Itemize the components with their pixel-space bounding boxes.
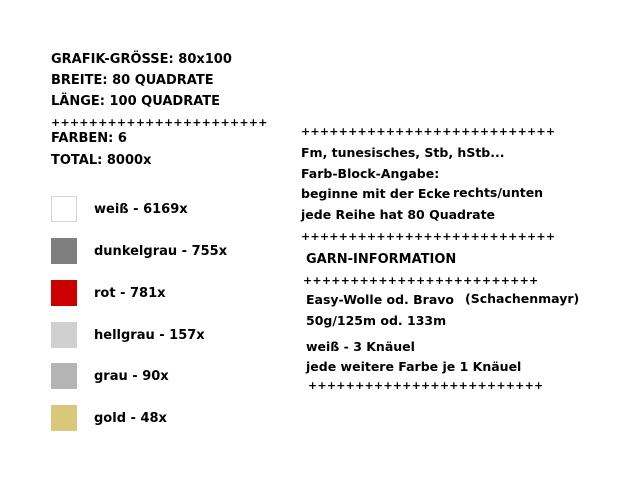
grafik-size-text: GRAFIK-GRÖSSE: 80x100 <box>51 52 232 67</box>
color-swatch <box>51 363 77 389</box>
color-label: hellgrau - 157x <box>94 328 205 343</box>
white-skeins-text: weiß - 3 Knäuel <box>306 339 415 354</box>
color-label: rot - 781x <box>94 286 166 301</box>
yarn-type-text: Easy-Wolle od. Bravo <box>306 292 455 307</box>
right-separator-3: +++++++++++++++++++++++++ <box>303 274 539 287</box>
other-skeins-text: jede weitere Farbe je 1 Knäuel <box>306 359 522 374</box>
yarn-weight-text: 50g/125m od. 133m <box>306 313 447 328</box>
right-separator-1: +++++++++++++++++++++++++++ <box>301 125 556 138</box>
color-label: gold - 48x <box>94 411 167 426</box>
total-text: TOTAL: 8000x <box>51 153 152 168</box>
yarn-heading: GARN-INFORMATION <box>306 252 457 267</box>
color-label: grau - 90x <box>94 369 169 384</box>
right-separator-2: +++++++++++++++++++++++++++ <box>301 230 556 243</box>
start-corner-direction: rechts/unten <box>453 185 544 200</box>
color-swatch <box>51 196 77 222</box>
color-swatch <box>51 405 77 431</box>
colors-count-text: FARBEN: 6 <box>51 131 127 146</box>
width-text: BREITE: 80 QUADRATE <box>51 73 214 88</box>
left-separator: +++++++++++++++++++++++ <box>51 116 268 129</box>
yarn-brand-text: (Schachenmayr) <box>465 291 580 306</box>
length-text: LÄNGE: 100 QUADRATE <box>51 94 221 109</box>
row-info-text: jede Reihe hat 80 Quadrate <box>301 207 496 222</box>
color-swatch <box>51 280 77 306</box>
technique-text: Fm, tunesisches, Stb, hStb... <box>301 145 505 160</box>
color-label: weiß - 6169x <box>94 202 188 217</box>
right-separator-4: +++++++++++++++++++++++++ <box>308 379 544 392</box>
block-heading: Farb-Block-Angabe: <box>301 166 440 181</box>
color-swatch <box>51 322 77 348</box>
color-label: dunkelgrau - 755x <box>94 244 228 259</box>
start-corner-text: beginne mit der Ecke <box>301 186 451 201</box>
color-swatch <box>51 238 77 264</box>
